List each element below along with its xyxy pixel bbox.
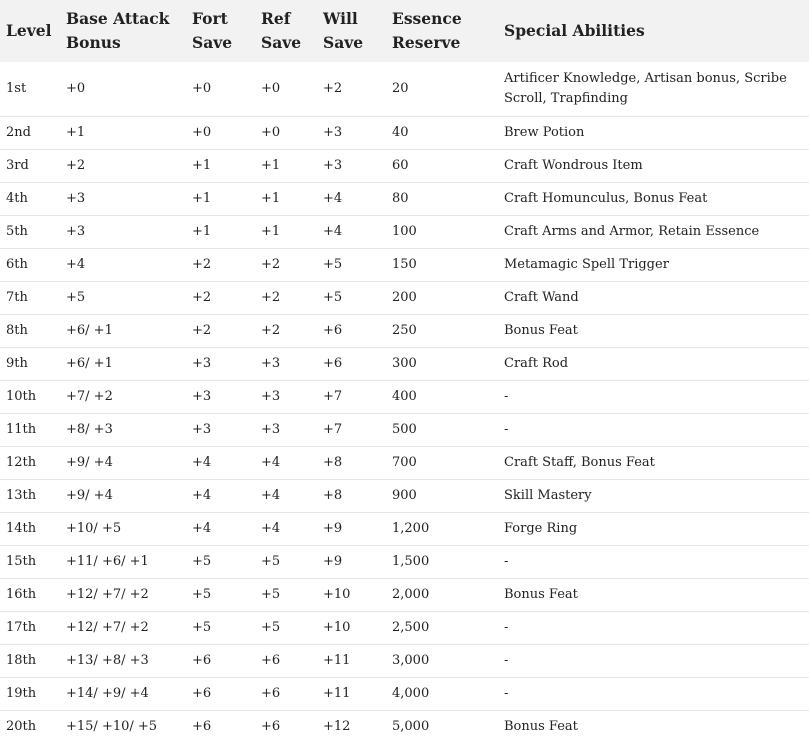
cell-fort-save: +6 (192, 718, 212, 734)
header-fort-line2: Save (192, 33, 233, 52)
cell-essence-reserve: 2,500 (392, 619, 430, 635)
cell-essence-reserve: 100 (392, 223, 417, 239)
cell-ref-save: +2 (261, 289, 281, 305)
cell-special-abilities: Forge Ring (504, 520, 578, 536)
cell-essence-reserve: 80 (392, 190, 409, 206)
cell-will-save: +7 (323, 421, 343, 437)
header-level-label: Level (6, 21, 52, 40)
header-bab-line1: Base Attack (66, 9, 170, 28)
header-essence-reserve (392, 0, 504, 62)
cell-ref-save: +5 (261, 553, 281, 569)
cell-essence-reserve: 900 (392, 487, 417, 503)
cell-special-abilities: Bonus Feat (504, 718, 578, 734)
cell-special-abilities: - (504, 388, 509, 404)
cell-ref-save: +1 (261, 157, 281, 173)
cell-level: 2nd (6, 124, 31, 140)
cell-level: 20th (6, 718, 37, 734)
cell-base-attack-bonus: +6/ +1 (66, 355, 113, 371)
cell-essence-reserve: 700 (392, 454, 417, 470)
cell-level: 6th (6, 256, 28, 272)
cell-ref-save: +2 (261, 256, 281, 272)
cell-fort-save: +5 (192, 586, 212, 602)
cell-level: 14th (6, 520, 37, 536)
cell-will-save: +4 (323, 223, 343, 239)
cell-will-save: +10 (323, 619, 351, 635)
table-row (0, 512, 809, 545)
table-row (0, 710, 809, 743)
cell-special-abilities: Craft Staff, Bonus Feat (504, 454, 655, 470)
header-special-label: Special Abilities (504, 21, 645, 40)
cell-base-attack-bonus: +14/ +9/ +4 (66, 685, 149, 701)
header-ref-save (261, 0, 323, 62)
header-base-attack-bonus (66, 0, 192, 62)
cell-base-attack-bonus: +9/ +4 (66, 487, 113, 503)
cell-will-save: +5 (323, 289, 343, 305)
cell-base-attack-bonus: +1 (66, 124, 86, 140)
cell-fort-save: +0 (192, 80, 212, 96)
cell-will-save: +6 (323, 355, 343, 371)
cell-special-abilities: Bonus Feat (504, 586, 578, 602)
cell-level: 1st (6, 80, 27, 96)
cell-fort-save: +2 (192, 289, 212, 305)
cell-will-save: +8 (323, 487, 343, 503)
header-row (0, 0, 809, 62)
table-row (0, 644, 809, 677)
cell-essence-reserve: 2,000 (392, 586, 430, 602)
header-will-line2: Save (323, 33, 364, 52)
cell-special-abilities: Brew Potion (504, 124, 585, 140)
cell-base-attack-bonus: +9/ +4 (66, 454, 113, 470)
cell-level: 3rd (6, 157, 29, 173)
cell-fort-save: +5 (192, 619, 212, 635)
cell-special-abilities: - (504, 553, 509, 569)
cell-fort-save: +4 (192, 454, 212, 470)
table-row (0, 62, 809, 116)
cell-will-save: +5 (323, 256, 343, 272)
cell-base-attack-bonus: +8/ +3 (66, 421, 113, 437)
cell-essence-reserve: 3,000 (392, 652, 430, 668)
cell-base-attack-bonus: +10/ +5 (66, 520, 122, 536)
cell-level: 10th (6, 388, 37, 404)
cell-fort-save: +4 (192, 487, 212, 503)
cell-level: 11th (6, 421, 37, 437)
cell-will-save: +7 (323, 388, 343, 404)
table-row (0, 182, 809, 215)
cell-ref-save: +6 (261, 718, 281, 734)
cell-will-save: +9 (323, 520, 343, 536)
cell-will-save: +12 (323, 718, 351, 734)
cell-fort-save: +1 (192, 190, 212, 206)
cell-fort-save: +2 (192, 322, 212, 338)
cell-will-save: +8 (323, 454, 343, 470)
header-will-save (323, 0, 392, 62)
cell-will-save: +3 (323, 157, 343, 173)
cell-ref-save: +3 (261, 388, 281, 404)
cell-will-save: +3 (323, 124, 343, 140)
cell-essence-reserve: 1,500 (392, 553, 430, 569)
cell-ref-save: +4 (261, 520, 281, 536)
cell-fort-save: +6 (192, 652, 212, 668)
cell-base-attack-bonus: +12/ +7/ +2 (66, 586, 149, 602)
cell-fort-save: +3 (192, 388, 212, 404)
cell-special-abilities: Craft Arms and Armor, Retain Essence (504, 223, 760, 239)
table-row (0, 611, 809, 644)
cell-essence-reserve: 1,200 (392, 520, 430, 536)
cell-fort-save: +6 (192, 685, 212, 701)
cell-special-abilities: Metamagic Spell Trigger (504, 256, 669, 272)
table-row (0, 116, 809, 149)
cell-essence-reserve: 5,000 (392, 718, 430, 734)
cell-essence-reserve: 500 (392, 421, 417, 437)
cell-essence-reserve: 200 (392, 289, 417, 305)
table-row (0, 677, 809, 710)
header-ref-line2: Save (261, 33, 302, 52)
cell-fort-save: +3 (192, 421, 212, 437)
cell-ref-save: +5 (261, 586, 281, 602)
table-row (0, 149, 809, 182)
table-row (0, 281, 809, 314)
cell-base-attack-bonus: +12/ +7/ +2 (66, 619, 149, 635)
cell-level: 4th (6, 190, 28, 206)
cell-base-attack-bonus: +4 (66, 256, 86, 272)
cell-will-save: +11 (323, 685, 351, 701)
cell-level: 16th (6, 586, 37, 602)
cell-ref-save: +6 (261, 685, 281, 701)
cell-will-save: +11 (323, 652, 351, 668)
table-row (0, 314, 809, 347)
cell-essence-reserve: 4,000 (392, 685, 430, 701)
cell-ref-save: +2 (261, 322, 281, 338)
cell-special-abilities: - (504, 685, 509, 701)
cell-fort-save: +1 (192, 223, 212, 239)
cell-ref-save: +0 (261, 124, 281, 140)
header-fort-save (192, 0, 261, 62)
cell-base-attack-bonus: +3 (66, 190, 86, 206)
header-will-line1: Will (323, 9, 358, 28)
cell-essence-reserve: 250 (392, 322, 417, 338)
cell-level: 7th (6, 289, 28, 305)
cell-special-abilities: Skill Mastery (504, 487, 592, 503)
cell-special-abilities: - (504, 619, 509, 635)
table-body (0, 62, 809, 743)
cell-special-abilities: Craft Rod (504, 355, 569, 371)
cell-special-abilities: - (504, 421, 509, 437)
cell-essence-reserve: 20 (392, 80, 409, 96)
cell-level: 17th (6, 619, 37, 635)
cell-will-save: +2 (323, 80, 343, 96)
table-row (0, 479, 809, 512)
cell-special-abilities: Craft Wondrous Item (504, 157, 643, 173)
cell-base-attack-bonus: +6/ +1 (66, 322, 113, 338)
cell-level: 12th (6, 454, 37, 470)
cell-level: 5th (6, 223, 28, 239)
cell-ref-save: +4 (261, 487, 281, 503)
cell-essence-reserve: 400 (392, 388, 417, 404)
cell-fort-save: +4 (192, 520, 212, 536)
cell-will-save: +4 (323, 190, 343, 206)
header-ref-line1: Ref (261, 9, 291, 28)
cell-level: 19th (6, 685, 37, 701)
cell-fort-save: +3 (192, 355, 212, 371)
cell-ref-save: +3 (261, 355, 281, 371)
cell-base-attack-bonus: +3 (66, 223, 86, 239)
cell-level: 18th (6, 652, 37, 668)
cell-essence-reserve: 150 (392, 256, 417, 272)
cell-fort-save: +0 (192, 124, 212, 140)
cell-will-save: +9 (323, 553, 343, 569)
cell-base-attack-bonus: +2 (66, 157, 86, 173)
cell-base-attack-bonus: +7/ +2 (66, 388, 113, 404)
cell-essence-reserve: 40 (392, 124, 409, 140)
cell-ref-save: +1 (261, 190, 281, 206)
cell-base-attack-bonus: +0 (66, 80, 86, 96)
table-row (0, 380, 809, 413)
cell-fort-save: +5 (192, 553, 212, 569)
header-fort-line1: Fort (192, 9, 228, 28)
table-row (0, 413, 809, 446)
cell-ref-save: +6 (261, 652, 281, 668)
cell-will-save: +10 (323, 586, 351, 602)
table-row (0, 446, 809, 479)
table-header (0, 0, 809, 62)
cell-ref-save: +0 (261, 80, 281, 96)
header-essence-line1: Essence (392, 9, 462, 28)
cell-ref-save: +5 (261, 619, 281, 635)
cell-special-abilities: Craft Wand (504, 289, 579, 305)
cell-level: 15th (6, 553, 37, 569)
cell-special-abilities: - (504, 652, 509, 668)
cell-ref-save: +4 (261, 454, 281, 470)
cell-level: 9th (6, 355, 28, 371)
cell-essence-reserve: 60 (392, 157, 409, 173)
cell-base-attack-bonus: +11/ +6/ +1 (66, 553, 149, 569)
cell-level: 13th (6, 487, 37, 503)
cell-base-attack-bonus: +13/ +8/ +3 (66, 652, 149, 668)
header-special-abilities (504, 0, 809, 62)
header-essence-line2: Reserve (392, 33, 461, 52)
header-bab-line2: Bonus (66, 33, 121, 52)
cell-will-save: +6 (323, 322, 343, 338)
table-row (0, 248, 809, 281)
cell-special-abilities: Artificer Knowledge, Artisan bonus, Scribe Scroll, Trapfinding (504, 70, 787, 106)
cell-fort-save: +1 (192, 157, 212, 173)
cell-base-attack-bonus: +15/ +10/ +5 (66, 718, 158, 734)
header-level (0, 0, 66, 62)
cell-base-attack-bonus: +5 (66, 289, 86, 305)
cell-ref-save: +1 (261, 223, 281, 239)
table-row (0, 215, 809, 248)
cell-special-abilities: Craft Homunculus, Bonus Feat (504, 190, 708, 206)
table-row (0, 545, 809, 578)
cell-special-abilities: Bonus Feat (504, 322, 578, 338)
cell-fort-save: +2 (192, 256, 212, 272)
table-row (0, 347, 809, 380)
cell-ref-save: +3 (261, 421, 281, 437)
table-row (0, 578, 809, 611)
cell-essence-reserve: 300 (392, 355, 417, 371)
cell-level: 8th (6, 322, 28, 338)
